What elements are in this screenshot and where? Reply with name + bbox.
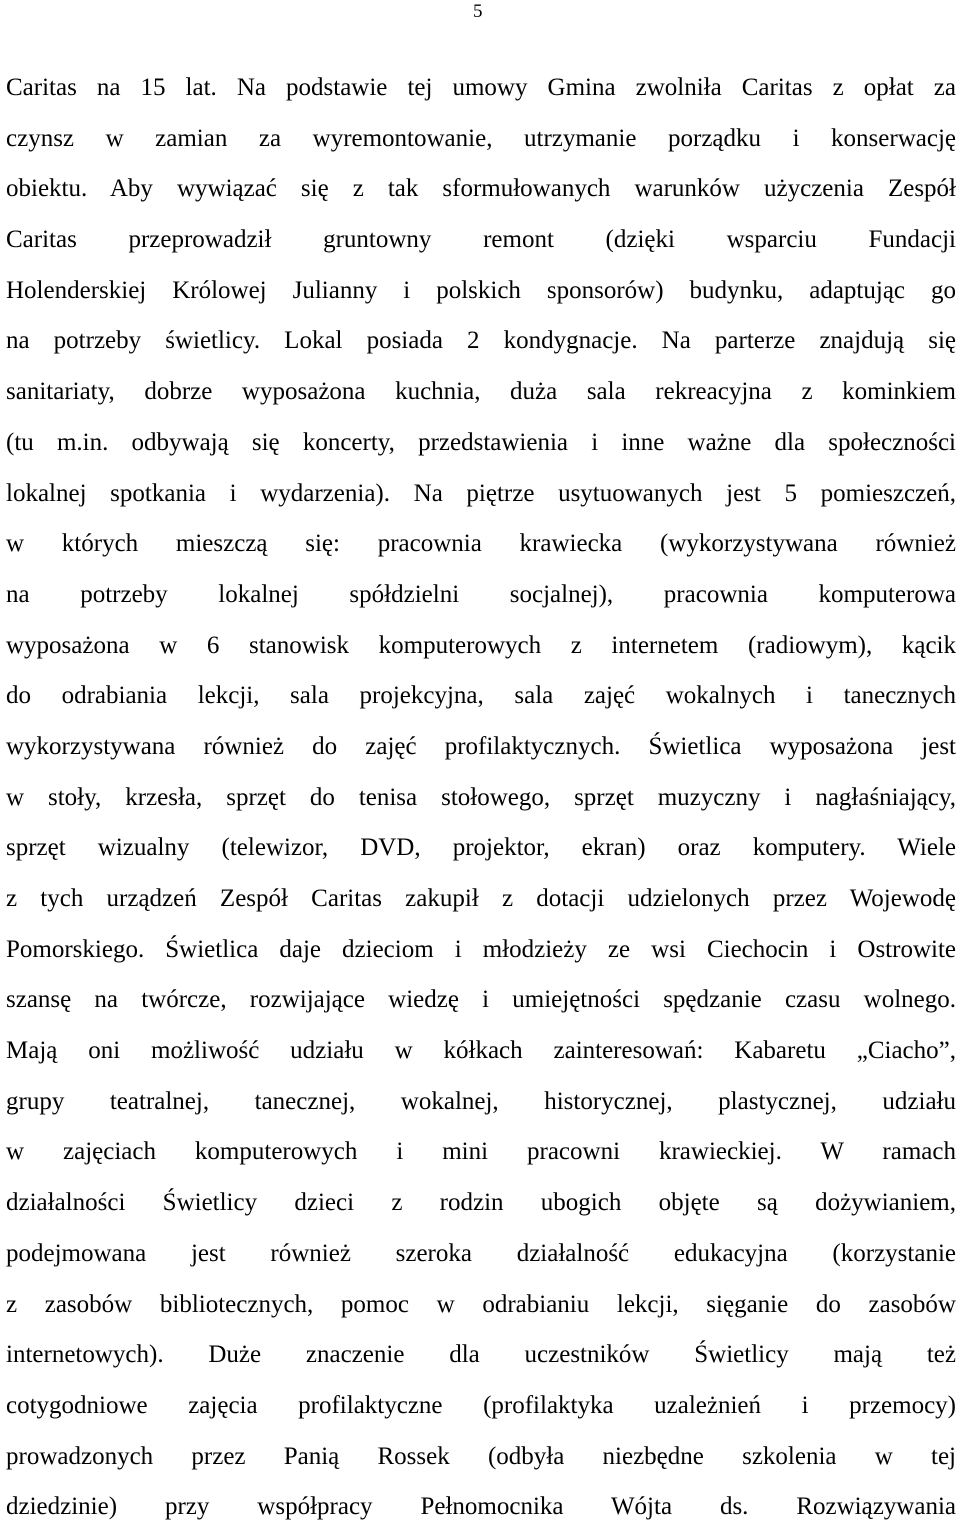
- text-line: do odrabiania lekcji, sala projekcyjna, sala zajęć wokalnych i tanecznych: [6, 682, 956, 710]
- text-line: w stoły, krzesła, sprzęt do tenisa stołowego, sprzęt muzyczny i nagłaśniający,: [6, 783, 956, 811]
- text-line: (tu m.in. odbywają się koncerty, przedstawienia i inne ważne dla społeczności: [6, 428, 956, 456]
- text-line: Caritas na 15 lat. Na podstawie tej umowy Gmina zwolniła Caritas z opłat za: [6, 74, 956, 101]
- text-line: sanitariaty, dobrze wyposażona kuchnia, duża sala rekreacyjna z kominkiem: [6, 378, 956, 406]
- text-line: w zajęciach komputerowych i mini pracowni krawieckiej. W ramach: [6, 1138, 956, 1166]
- text-line: lokalnej spotkania i wydarzenia). Na piętrze usytuowanych jest 5 pomieszczeń,: [6, 479, 956, 507]
- text-line: z tych urządzeń Zespół Caritas zakupił z dotacji udzielonych przez Wojewodę: [6, 885, 956, 912]
- text-line: działalności Świetlicy dzieci z rodzin ubogich objęte są dożywianiem,: [6, 1189, 956, 1217]
- text-line: Mają oni możliwość udziału w kółkach zainteresowań: Kabaretu „Ciacho”,: [6, 1037, 956, 1065]
- text-line: internetowych). Duże znaczenie dla uczestników Świetlicy mają też: [6, 1341, 956, 1369]
- text-line: na potrzeby świetlicy. Lokal posiada 2 kondygnacje. Na parterze znajdują się: [6, 327, 956, 355]
- text-line: Pomorskiego. Świetlica daje dzieciom i młodzieży ze wsi Ciechocin i Ostrowite: [6, 935, 956, 963]
- page-number: 5: [473, 1, 483, 22]
- text-line: Holenderskiej Królowej Julianny i polskich sponsorów) budynku, adaptując go: [6, 276, 956, 304]
- text-line: na potrzeby lokalnej spółdzielni socjalnej), pracownia komputerowa: [6, 580, 956, 608]
- text-line: wyposażona w 6 stanowisk komputerowych z internetem (radiowym), kącik: [6, 631, 956, 659]
- text-line: szansę na twórcze, rozwijające wiedzę i umiejętności spędzanie czasu wolnego.: [6, 986, 956, 1014]
- text-line: dziedzinie) przy współpracy Pełnomocnika Wójta ds. Rozwiązywania: [6, 1493, 956, 1521]
- body-paragraph: [6, 63, 956, 1533]
- text-line: podejmowana jest również szeroka działalność edukacyjna (korzystanie: [6, 1239, 956, 1267]
- text-line: Caritas przeprowadził gruntowny remont (dzięki wsparciu Fundacji: [6, 226, 956, 254]
- text-line: cotygodniowe zajęcia profilaktyczne (profilaktyka uzależnień i przemocy): [6, 1391, 956, 1419]
- text-line: z zasobów bibliotecznych, pomoc w odrabianiu lekcji, sięganie do zasobów: [6, 1290, 956, 1318]
- text-line: sprzęt wizualny (telewizor, DVD, projektor, ekran) oraz komputery. Wiele: [6, 834, 956, 862]
- text-line: czynsz w zamian za wyremontowanie, utrzymanie porządku i konserwację: [6, 124, 956, 152]
- text-line: w których mieszczą się: pracownia krawiecka (wykorzystywana również: [6, 530, 956, 558]
- text-line: grupy teatralnej, tanecznej, wokalnej, historycznej, plastycznej, udziału: [6, 1087, 956, 1115]
- text-line: prowadzonych przez Panią Rossek (odbyła niezbędne szkolenia w tej: [6, 1442, 956, 1470]
- text-line: obiektu. Aby wywiązać się z tak sformułowanych warunków użyczenia Zespół: [6, 175, 956, 203]
- text-line: wykorzystywana również do zajęć profilaktycznych. Świetlica wyposażona jest: [6, 732, 956, 760]
